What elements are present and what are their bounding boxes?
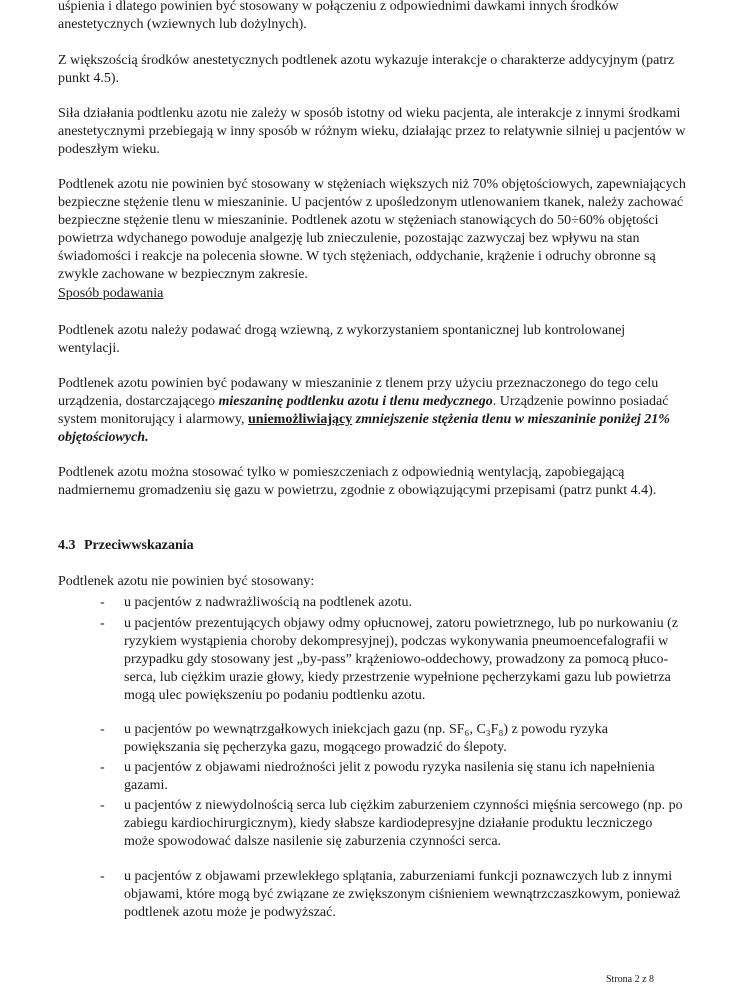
page-number: Strona 2 z 8 (606, 974, 655, 985)
list-bullet: - (100, 760, 105, 775)
list-item: u pacjentów z objawami niedrożności jelit z powodu ryzyka nasilenia się stanu ich napełnienia gazami. (124, 760, 655, 793)
paragraph-additive-interactions: Z większością środków anestetycznych podtlenek azotu wykazuje interakcje o charakterze addycyjnym (patrz punkt 4.5). (58, 53, 675, 86)
emphasis-preventing: uniemożliwiający (248, 412, 353, 427)
section-intro: Podtlenek azotu nie powinien być stosowany: (58, 574, 315, 589)
paragraph-concentration-limits: Podtlenek azotu nie powinien być stosowany w stężeniach większych niż 70% objętościowych, zapewniających bezpieczne stężenie tlenu w mieszaninie. U pacjentów z upośledzonym utlenowaniem tkanek, należy zachować bezpieczne stężenie tlenu w mieszaninie. Podtlenek azotu w stężeniach stanowiących do 50÷60% objętości powietrza wdychanego powoduje analgezję lub znieczulenie, pozostając zazwyczaj bez wpływu na stan świadomości i reakcje na polecenia słowne. W tych stężeniach, oddychanie, krążenie i odruchy obronne są zwykle zachowane w bezpiecznym zakresie. (58, 177, 686, 282)
list-item: u pacjentów z nadwrażliwością na podtlenek azotu. (124, 595, 413, 610)
paragraph-oxygen-mixture-text-1: Podtlenek azotu powinien być podawany w mieszaninie z tlenem przy użyciu przeznaczonego do tego celu urządzenia, dostarczającego (58, 376, 659, 409)
paragraph-anesthetic-combination: uśpienia i dlatego powinien być stosowany w połączeniu z odpowiednimi dawkami innych środków anestetycznych (wziewnych lub dożylnych). (58, 0, 619, 32)
section-heading (58, 537, 194, 555)
list-item: u pacjentów z objawami przewlekłego splątania, zaburzeniami funkcji poznawczych lub z innymi objawami, które mogą być związane ze zwiększonym ciśnieniem wewnątrzczaszkowym, ponieważ podtlenek azotu może je podwyższać. (124, 869, 681, 920)
emphasis-oxygen-threshold: zmniejszenie stężenia tlenu w mieszaninie poniżej 21% objętościowych. (58, 412, 670, 445)
subheading-administration: Sposób podawania (58, 286, 164, 301)
list-bullet: - (100, 616, 105, 631)
paragraph-age-effect: Siła działania podtlenku azotu nie zależy w sposób istotny od wieku pacjenta, ale interakcje z innymi środkami anestetycznymi przebiegają w inny sposób w różnym wieku, działając przez to relatywnie silniej u pacjentów w podeszłym wieku. (58, 106, 686, 157)
section-number: 4.3 (58, 538, 76, 553)
paragraph-ventilation: Podtlenek azotu można stosować tylko w pomieszczeniach z odpowiednią wentylacją, zapobiegającą nadmiernemu gromadzeniu się gazu w powietrzu, zgodnie z obowiązującymi przepisami (patrz punkt 4.4). (58, 465, 657, 498)
list-bullet: - (100, 798, 105, 813)
list-bullet: - (100, 869, 105, 884)
section-title: Przeciwwskazania (84, 538, 194, 553)
emphasis-mixture-name: mieszaninę podtlenku azotu i tlenu medycznego (218, 394, 493, 409)
list-bullet: - (100, 595, 105, 610)
list-bullet: - (100, 722, 105, 737)
list-item: u pacjentów z niewydolnością serca lub ciężkim zaburzeniem czynności mięśnia sercowego (np. po zabiegu kardiochirurgicznym), kiedy słabsze kardiodepresyjne działanie produktu leczniczego może spowodować dalsze nasilenie się zaburzenia czynności serca. (124, 798, 683, 849)
paragraph-oxygen-mixture (58, 375, 688, 447)
paragraph-oxygen-mixture-text-2: . Urządzenie powinno posiadać system monitorujący i alarmowy, (58, 394, 669, 427)
list-item: u pacjentów po wewnątrzgałkowych iniekcjach gazu (np. SF₆, C₃F₈) z powodu ryzyka powiększania się pęcherzyka gazu, mogącego prowadzić do ślepoty. (124, 722, 608, 755)
list-item: u pacjentów prezentujących objawy odmy opłucnowej, zatoru powietrznego, lub po nurkowaniu (z ryzykiem wystąpienia choroby dekompresyjnej), podczas wykonywania pneumoencefalografii w przypadku gdy stosowany jest „by-pass” krążeniowo-oddechowy, prowadzony za pomocą płuco-serca, lub ciężkim urazie głowy, kiedy przestrzenie wypełnione pęcherzykami gazu lub powietrza mogą ulec powiększeniu po podaniu podtlenku azotu. (124, 616, 678, 703)
paragraph-inhalation-route: Podtlenek azotu należy podawać drogą wziewną, z wykorzystaniem spontanicznej lub kontrolowanej wentylacji. (58, 323, 626, 356)
